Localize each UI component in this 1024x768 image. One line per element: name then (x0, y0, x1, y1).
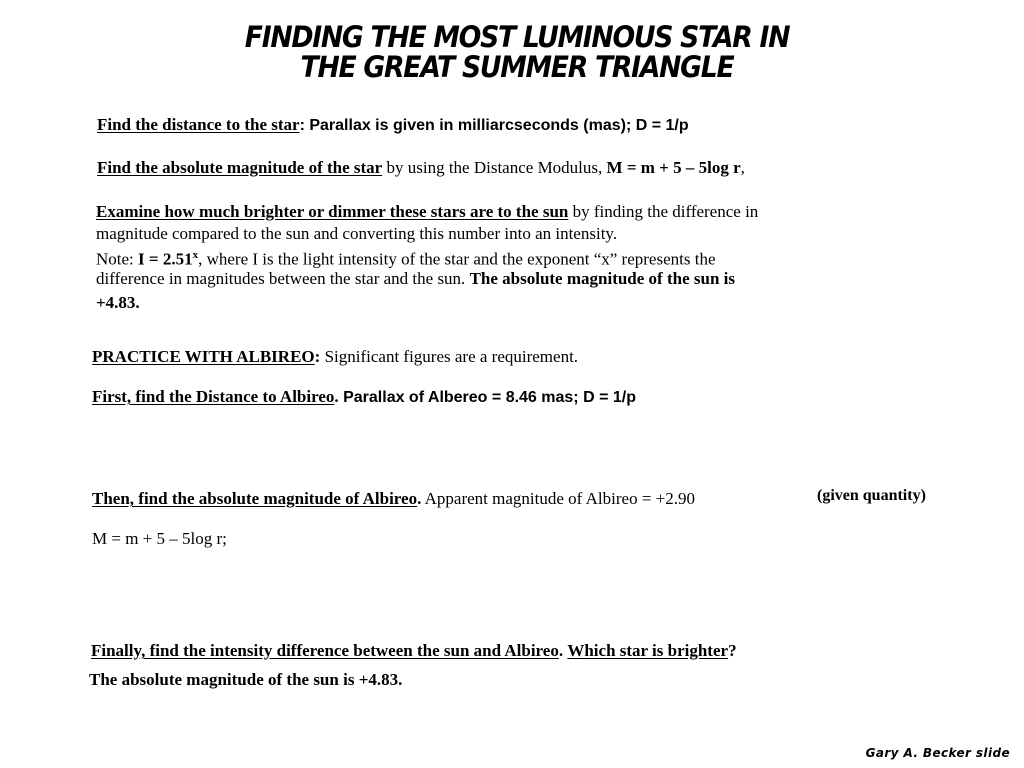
first-distance-dot: . (334, 387, 339, 406)
step-absolute-magnitude-tail: , (740, 158, 745, 177)
albireo-parallax: Parallax of Albereo = 8.46 mas; D = 1/p (338, 389, 636, 406)
step-absolute-magnitude-text: by using the Distance Modulus, (382, 158, 607, 177)
note-label: Note: (96, 249, 139, 269)
then-magnitude-dot: . (417, 489, 422, 508)
practice-colon: : (314, 347, 321, 366)
question-mark: ? (728, 641, 737, 660)
first-distance-heading: First, find the Distance to Albireo (92, 387, 335, 406)
step-first-distance (92, 387, 636, 408)
step-compare-line2: magnitude compared to the sun and converting this number into an intensity. (96, 224, 618, 243)
step-compare-heading: Examine how much brighter or dimmer these stars are to the sun (96, 202, 569, 221)
practice-note: Significant figures are a requirement. (320, 347, 579, 366)
given-quantity-label: (given quantity) (817, 487, 926, 504)
step-absolute-magnitude-heading: Find the absolute magnitude of the star (97, 158, 383, 177)
sun-note-text: The absolute magnitude of the sun is (89, 670, 359, 689)
distance-modulus-formula: M = m + 5 – 5log r (606, 158, 741, 177)
which-brighter-question: Which star is brighter (567, 641, 729, 660)
title-line-2: THE GREAT SUMMER TRIANGLE (300, 50, 734, 84)
sun-magnitude-label: The absolute magnitude of the sun is (469, 269, 735, 288)
intensity-formula: I = 2.51 (138, 249, 193, 269)
author-credit: Gary A. Becker slide (865, 746, 1010, 760)
step-absolute-magnitude (97, 158, 745, 178)
step-then-magnitude (92, 489, 695, 509)
step-finally (91, 641, 737, 661)
step-compare-sun (96, 202, 758, 222)
albireo-apparent-magnitude: Apparent magnitude of Albireo = +2.90 (421, 489, 695, 508)
step-distance (97, 115, 689, 136)
sun-magnitude-value: +4.83. (96, 293, 140, 312)
distance-modulus-line: M = m + 5 – 5log r; (92, 529, 227, 548)
sun-absolute-magnitude-note (89, 670, 402, 690)
then-magnitude-heading: Then, find the absolute magnitude of Albireo (92, 489, 418, 508)
page-title (41, 22, 992, 82)
title-line-1: FINDING THE MOST LUMINOUS STAR IN (244, 20, 790, 54)
intensity-note-line2-text: difference in magnitudes between the star and the sun. (96, 269, 470, 288)
practice-heading: PRACTICE WITH ALBIREO (92, 347, 315, 366)
intensity-note (96, 245, 716, 270)
finally-heading: Finally, find the intensity difference between the sun and Albireo (91, 641, 559, 660)
step-distance-text: : Parallax is given in milliarcseconds (mas); D = 1/p (299, 117, 689, 134)
step-distance-heading: Find the distance to the star (97, 115, 300, 134)
practice-heading-line (92, 347, 578, 367)
sun-note-value: +4.83. (358, 670, 403, 689)
finally-dot: . (558, 641, 564, 660)
intensity-note-text: , where I is the light intensity of the star and the exponent “x” represents the (198, 249, 716, 269)
step-compare-text: by finding the difference in (568, 202, 759, 221)
intensity-exponent: x (192, 249, 199, 261)
intensity-note-line2 (96, 269, 735, 289)
